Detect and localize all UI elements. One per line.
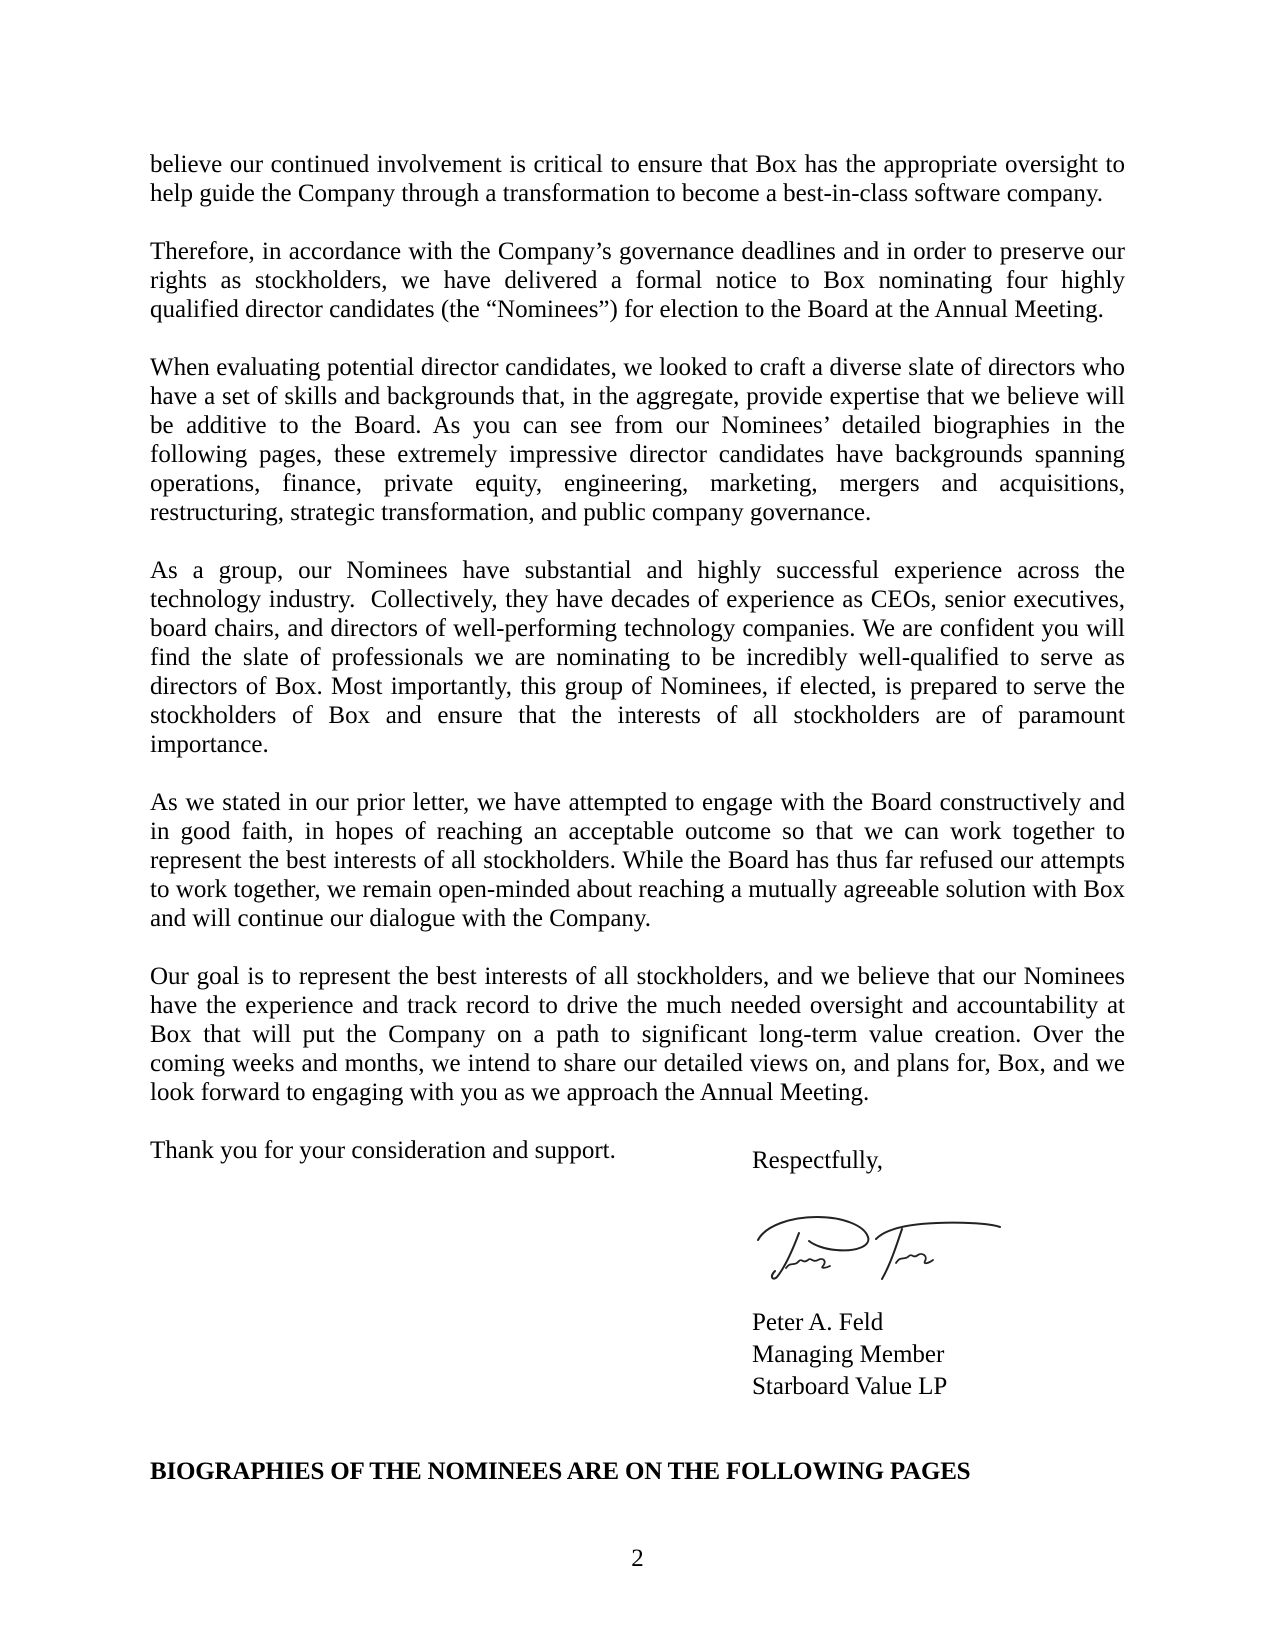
closing-salutation: Respectfully, [752, 1147, 883, 1174]
signatory-block [752, 1307, 1182, 1403]
letter-paragraph: Our goal is to represent the best interests of all stockholders, and we believe that our Nominees have the experience and track record to drive the much needed oversight and accountability at Box that will put the Company on a path to significant long-term value creation. Over the coming weeks and months, we intend to share our detailed views on, and plans for, Box, and we look forward to engaging with you as we approach the Annual Meeting. [150, 963, 1125, 1106]
letter-paragraph: believe our continued involvement is critical to ensure that Box has the appropriate oversight to help guide the Company through a transformation to become a best-in-class software company. [150, 151, 1125, 207]
signatory-name: Peter A. Feld [752, 1309, 884, 1336]
letter-paragraph: Therefore, in accordance with the Company’s governance deadlines and in order to preserve our rights as stockholders, we have delivered a formal notice to Box nominating four highly qualified director candidates (the “Nominees”) for election to the Board at the Annual Meeting. [150, 238, 1125, 323]
handwritten-signature-icon [752, 1213, 1182, 1281]
letter-closing-block [752, 1146, 1182, 1403]
signatory-company: Starboard Value LP [752, 1373, 948, 1400]
letter-paragraph: Thank you for your consideration and support. [150, 1137, 616, 1164]
biographies-heading: BIOGRAPHIES OF THE NOMINEES ARE ON THE FOLLOWING PAGES [150, 1458, 971, 1485]
letter-paragraph: As we stated in our prior letter, we have attempted to engage with the Board constructively and in good faith, in hopes of reaching an acceptable outcome so that we can work together to represent the best interests of all stockholders. While the Board has thus far refused our attempts to work together, we remain open-minded about reaching a mutually agreeable solution with Box and will continue our dialogue with the Company. [150, 789, 1125, 932]
letter-paragraph: When evaluating potential director candidates, we looked to craft a diverse slate of directors who have a set of skills and backgrounds that, in the aggregate, provide expertise that we believe will be additive to the Board. As you can see from our Nominees’ detailed biographies in the following pages, these extremely impressive director candidates have backgrounds spanning operations, finance, private equity, engineering, marketing, mergers and acquisitions, restructuring, strategic transformation, and public company governance. [150, 354, 1125, 526]
page-number: 2 [631, 1545, 644, 1572]
letter-body [150, 150, 1125, 1194]
signatory-title: Managing Member [752, 1341, 945, 1368]
letter-paragraph: As a group, our Nominees have substantial and highly successful experience across the technology industry. Collectively, they have decades of experience as CEOs, senior executives, board chairs, and directors of well-performing technology companies. We are confident you will find the slate of professionals we are nominating to be incredibly well-qualified to serve as directors of Box. Most importantly, this group of Nominees, if elected, is prepared to serve the stockholders of Box and ensure that the interests of all stockholders are of paramount importance. [150, 557, 1125, 758]
